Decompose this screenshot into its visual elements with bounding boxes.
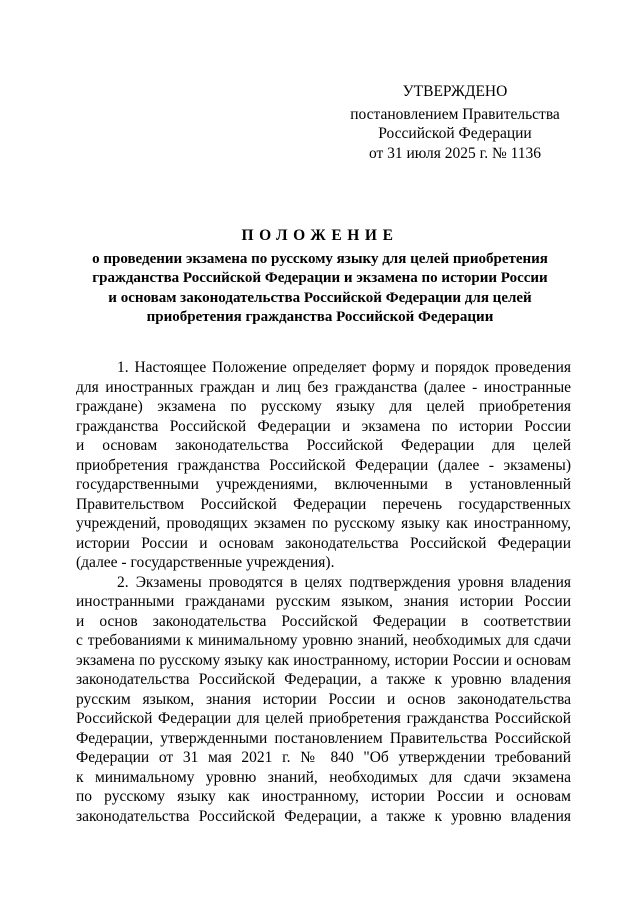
approval-heading: УТВЕРЖДЕНО [402,83,508,100]
paragraph-1-line: гражданства Российской Федерации и экзамена по истории России [76,417,571,435]
paragraph-2-line: русским языком, знания истории России и основ законодательства [76,690,571,708]
paragraph-1-line: государственными учреждениями, включенными в установленный [76,476,571,493]
paragraph-2-line: с требованиями к минимальному уровню знаний, необходимых для сдачи [76,632,571,649]
paragraph-1-line: учреждений, проводящих экзамен по русскому языку как иностранному, [76,515,571,532]
subtitle-line: приобретения гражданства Российской Федерации [146,308,494,325]
paragraph-2-line: экзамена по русскому языку как иностранному, истории России и основам [76,651,571,669]
paragraph-1-line: 1. Настоящее Положение определяет форму и порядок проведения [117,359,571,376]
document-title: ПОЛОЖЕНИЕ [241,227,399,244]
subtitle-line: о проведении экзамена по русскому языку для целей приобретения [92,251,548,267]
paragraph-1-line: Правительством Российской Федерации перечень государственных [76,495,571,513]
document-body [76,358,571,826]
subtitle-line: гражданства Российской Федерации и экзамена по истории России [92,270,548,287]
document-subtitle [60,250,580,327]
paragraph-2-line: Федерации, утвержденными постановлением Правительства Российской [76,729,571,747]
paragraph-2-line: Федерации от 31 мая 2021 г. № 840 "Об утверждении требований [76,749,571,766]
subtitle-line: и основам законодательства Российской Федерации для целей [108,289,532,306]
paragraph-2-line: к минимальному уровню знаний, необходимых для сдачи экзамена [76,768,571,786]
paragraph-1-line: граждане) экзамена по русскому языку для целей приобретения [76,398,571,415]
paragraph-2-line: 2. Экзамены проводятся в целях подтверждения уровня владения [117,573,571,591]
paragraph-1-line: и основам законодательства Российской Федерации для целей [76,437,571,454]
approval-line: постановлением Правительства [350,105,560,123]
paragraph-2-line: законодательства Российской Федерации, а также к уровню владения [76,807,571,825]
paragraph-2-line: и основ законодательства Российской Федерации в соответствии [76,612,571,630]
paragraph-1-line: истории России и основам законодательства Российской Федерации [76,534,571,552]
paragraph-2-line: по русскому языку как иностранному, истории России и основам [76,788,571,805]
paragraph-2-line: иностранными гражданами русским языком, знания истории России [76,593,571,610]
approval-line: Российской Федерации [378,125,532,142]
paragraph-1-line: для иностранных граждан и лиц без гражданства (далее - иностранные [76,378,571,396]
paragraph-1-line: приобретения гражданства Российской Федерации (далее - экзамены) [76,456,571,474]
paragraph-1-line: (далее - государственные учреждения). [76,554,335,571]
paragraph-2-line: законодательства Российской Федерации, а также к уровню владения [76,671,571,688]
approval-stamp [320,82,590,163]
approval-line: от 31 июля 2025 г. № 1136 [368,144,542,162]
paragraph-2-line: Российской Федерации для целей приобретения гражданства Российской [76,710,571,727]
